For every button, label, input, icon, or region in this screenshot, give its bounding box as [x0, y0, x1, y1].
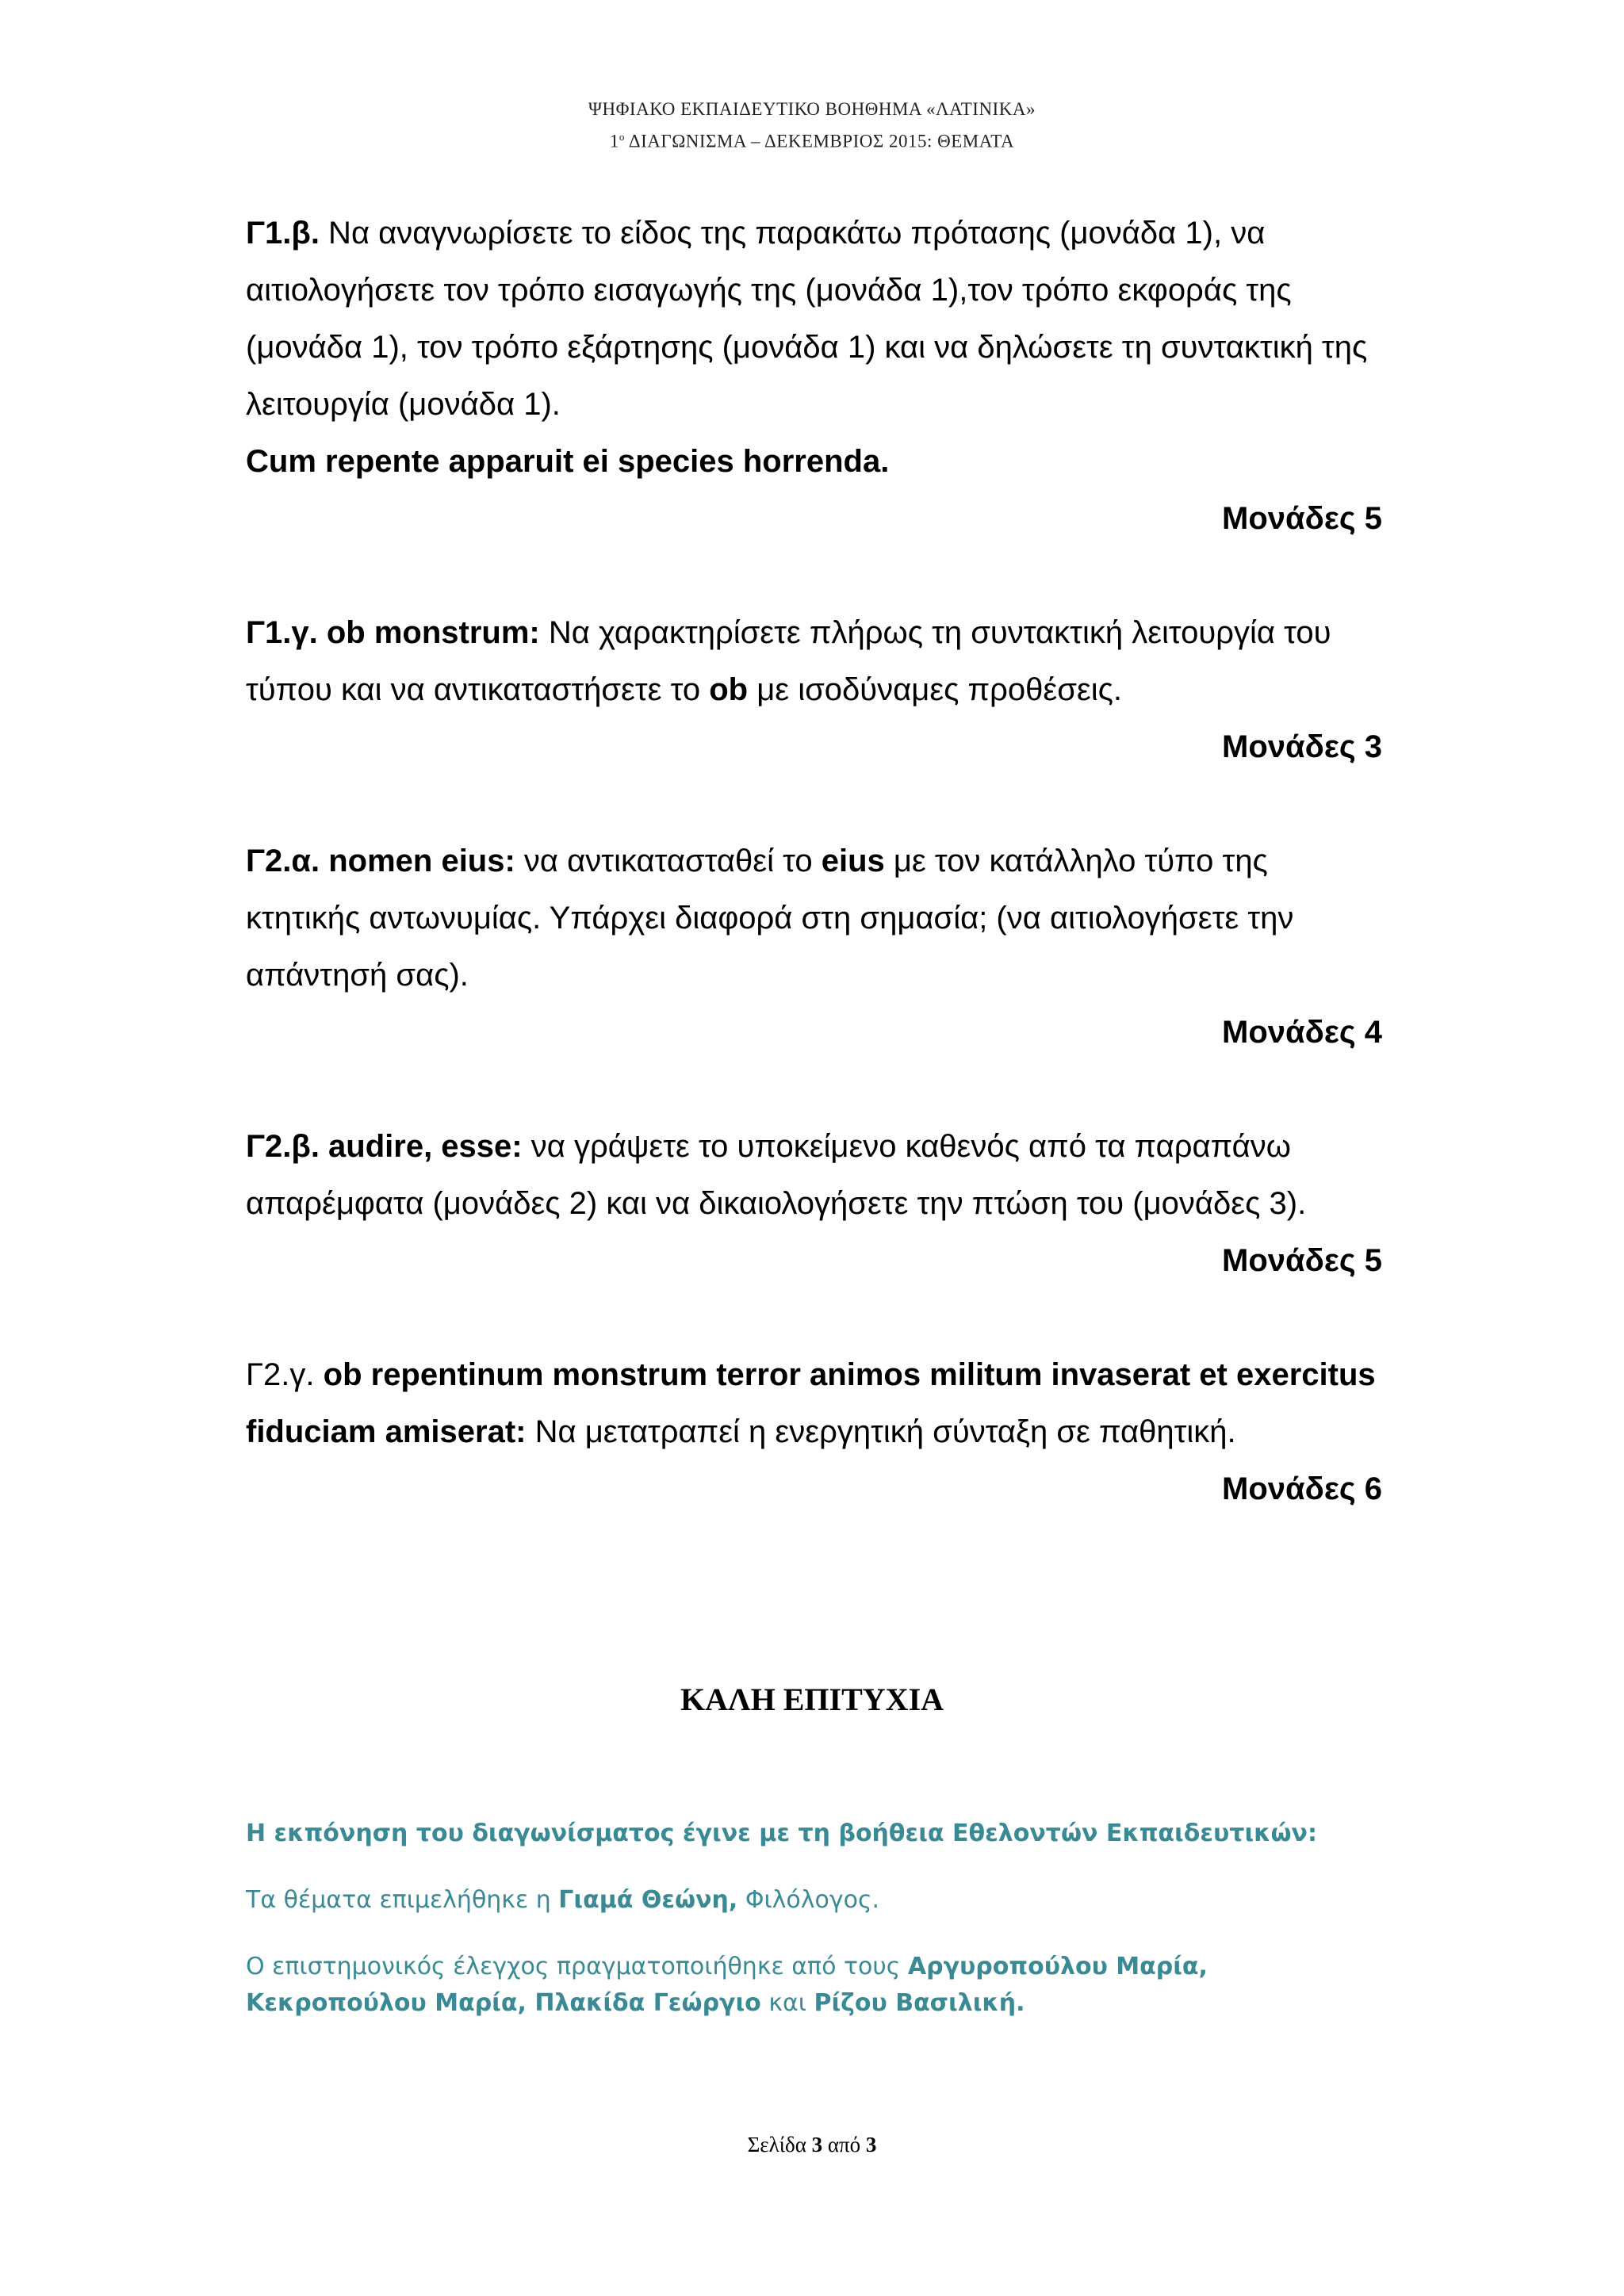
header-exam-info: ΔΙΑΓΩΝΙΣΜΑ – ΔΕΚΕΜΒΡΙΟΣ 2015: ΘΕΜΑΤΑ	[624, 131, 1015, 151]
question-label: Γ2.γ.	[246, 1357, 315, 1392]
credits-reviewers: Ο επιστημονικός έλεγχος πραγματοποιήθηκε από τους Αργυροπούλου Μαρία, Κεκροπούλου Μαρία, Πλακίδα Γεώργιο και Ρίζου Βασιλική.	[246, 1953, 1208, 2017]
points-g1b: Μονάδες 5	[1222, 501, 1382, 536]
questions-section	[246, 205, 1380, 1517]
latin-word: eius	[821, 844, 885, 878]
header-ordinal: ο	[619, 131, 625, 143]
editor-name: Γιαμά Θεώνη,	[558, 1886, 738, 1914]
question-g1c	[246, 604, 1380, 718]
question-label: Γ2.β. audire, esse:	[246, 1129, 523, 1164]
question-label: Γ2.α. nomen eius:	[246, 844, 515, 878]
points-g2a: Μονάδες 4	[1222, 1015, 1382, 1050]
header-exam-number: 1	[609, 131, 619, 151]
credits-editor: Τα θέματα επιμελήθηκε η Γιαμά Θεώνη, Φιλόλογος.	[246, 1886, 880, 1914]
credits-intro: Η εκπόνηση του διαγωνίσματος έγινε με τη βοήθεια Εθελοντών Εκπαιδευτικών:	[246, 1820, 1317, 1847]
page-header	[0, 95, 1624, 155]
question-g2b	[246, 1118, 1380, 1232]
credits-section	[246, 1816, 1396, 2052]
points-g1c: Μονάδες 3	[1222, 729, 1382, 764]
points-g2b: Μονάδες 5	[1222, 1243, 1382, 1278]
page-total: 3	[865, 2133, 877, 2156]
page-number: 3	[811, 2133, 823, 2156]
header-title: ΨΗΦΙΑΚΟ ΕΚΠΑΙΔΕΥΤΙΚΟ ΒΟΗΘΗΜΑ «ΛΑΤΙΝΙΚΑ»	[588, 99, 1036, 119]
question-text: Να χαρακτηρίσετε πλήρως τη συντακτική λειτουργία του τύπου και να αντικαταστήσετε το	[246, 615, 1331, 707]
question-label: Γ1.β.	[246, 216, 320, 251]
latin-sentence: Cum repente apparuit ei species horrenda.	[246, 444, 890, 479]
question-text: Να αναγνωρίσετε το είδος της παρακάτω πρότασης (μονάδα 1), να αιτιολογήσετε τον τρόπο εισαγωγής της (μονάδα 1),τον τρόπο εκφοράς της (μονάδα 1), τον τρόπο εξάρτησης (μονάδα 1) και να δηλώσετε τη συντακτική της λειτουργία (μονάδα 1).	[246, 216, 1368, 422]
question-text-end: με ισοδύναμες προθέσεις.	[748, 672, 1123, 707]
question-g2a	[246, 832, 1380, 1004]
reviewer-names: Αργυροπούλου Μαρία, Κεκροπούλου Μαρία, Πλακίδα Γεώργιο	[246, 1953, 1208, 2017]
page-footer: Σελίδα 3 από 3	[747, 2133, 877, 2156]
question-g2c	[246, 1346, 1380, 1460]
question-label: Γ1.γ. ob monstrum:	[246, 615, 540, 650]
reviewer-names-last: Ρίζου Βασιλική.	[814, 1989, 1025, 2017]
question-text: να γράψετε το υποκείμενο καθενός από τα παραπάνω απαρέμφατα (μονάδες 2) και να δικαιολογήσετε την πτώση του (μονάδες 3).	[246, 1129, 1307, 1221]
question-text-end: με τον κατάλληλο τύπο της κτητικής αντωνυμίας. Υπάρχει διαφορά στη σημασία; (να αιτιολογήσετε την απάντησή σας).	[246, 844, 1294, 993]
latin-sentence: ob repentinum monstrum terror animos militum invaserat et exercitus fiduciam amiserat:	[246, 1357, 1376, 1449]
question-text: να αντικατασταθεί το	[515, 844, 822, 878]
good-luck-heading: ΚΑΛΗ ΕΠΙΤΥΧΙΑ	[680, 1682, 944, 1717]
latin-word: ob	[709, 672, 749, 707]
points-g2c: Μονάδες 6	[1222, 1471, 1382, 1506]
header-subtitle	[0, 123, 1624, 155]
question-text: Να μετατραπεί η ενεργητική σύνταξη σε παθητική.	[526, 1414, 1236, 1449]
question-g1b	[246, 205, 1380, 490]
